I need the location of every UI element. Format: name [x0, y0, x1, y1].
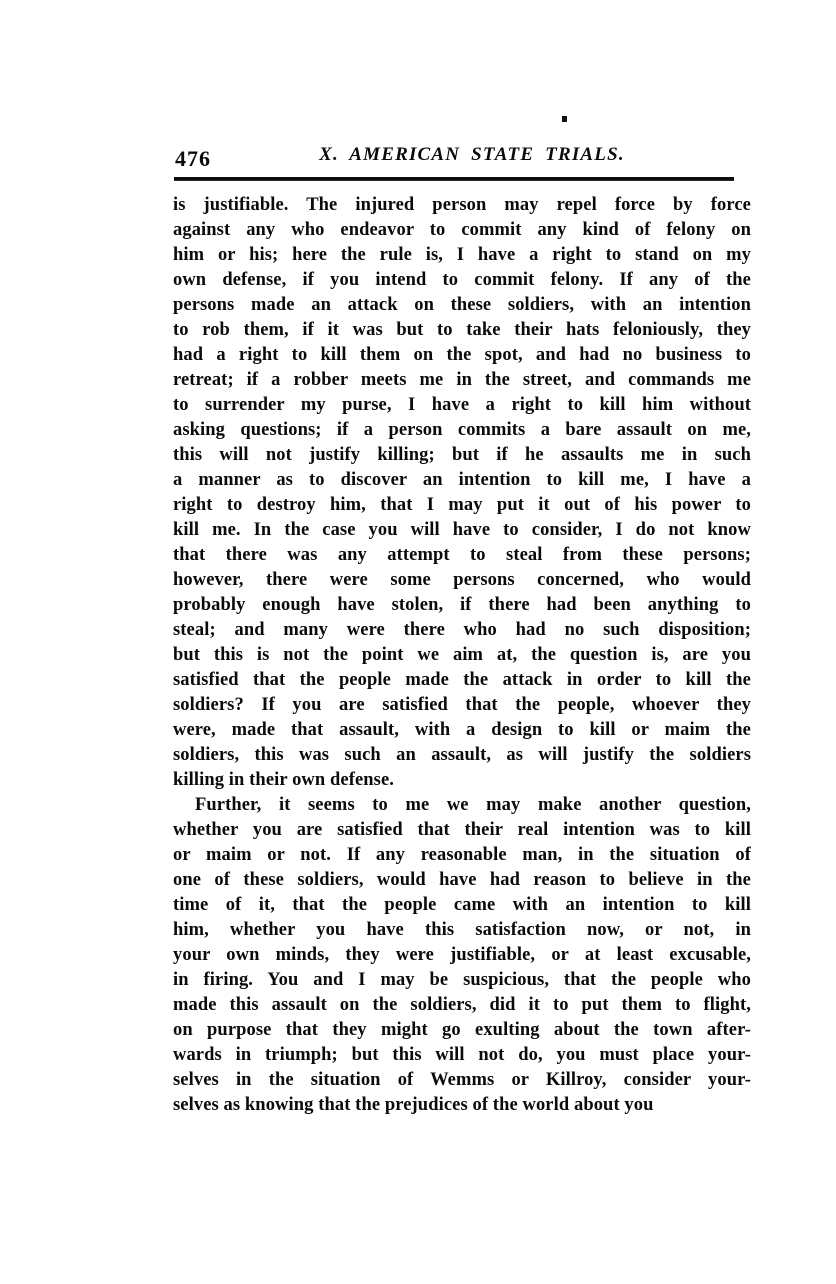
text-line: to surrender my purse, I have a right to kill him without — [173, 395, 751, 415]
body-text — [173, 193, 751, 1118]
text-line: against any who endeavor to commit any kind of felony on — [173, 220, 751, 240]
text-line: wards in triumph; but this will not do, you must place your- — [173, 1045, 751, 1065]
text-line: killing in their own defense. — [173, 770, 394, 790]
text-line: to rob them, if it was but to take their hats feloniously, they — [173, 320, 751, 340]
text-line: satisfied that the people made the attack in order to kill the — [173, 670, 751, 690]
text-line: persons made an attack on these soldiers, with an intention — [173, 295, 751, 315]
text-line: selves in the situation of Wemms or Killroy, consider your- — [173, 1070, 751, 1090]
text-line: your own minds, they were justifiable, or at least excusable, — [173, 945, 751, 965]
header-rule — [174, 177, 734, 181]
text-line: but this is not the point we aim at, the question is, are you — [173, 645, 751, 665]
text-line: a manner as to discover an intention to kill me, I have a — [173, 470, 751, 490]
text-line: made this assault on the soldiers, did it to put them to flight, — [173, 995, 751, 1015]
text-line: whether you are satisfied that their real intention was to kill — [173, 820, 751, 840]
page-number: 476 — [175, 146, 211, 171]
text-line: had a right to kill them on the spot, and had no business to — [173, 345, 751, 365]
ink-speck-artifact — [562, 116, 567, 122]
text-line: steal; and many were there who had no such disposition; — [173, 620, 751, 640]
text-line: him, whether you have this satisfaction now, or not, in — [173, 920, 751, 940]
text-line: time of it, that the people came with an intention to kill — [173, 895, 751, 915]
text-line: soldiers? If you are satisfied that the people, whoever they — [173, 695, 751, 715]
text-line: him or his; here the rule is, I have a right to stand on my — [173, 245, 751, 265]
text-line: were, made that assault, with a design to kill or maim the — [173, 720, 751, 740]
text-line: Further, it seems to me we may make another question, — [195, 795, 751, 815]
text-line: kill me. In the case you will have to consider, I do not know — [173, 520, 751, 540]
text-line: soldiers, this was such an assault, as will justify the soldiers — [173, 745, 751, 765]
text-line: probably enough have stolen, if there had been anything to — [173, 595, 751, 615]
text-line: asking questions; if a person commits a bare assault on me, — [173, 420, 751, 440]
text-line: one of these soldiers, would have had reason to believe in the — [173, 870, 751, 890]
text-line: that there was any attempt to steal from these persons; — [173, 545, 751, 565]
text-line: selves as knowing that the prejudices of the world about you — [173, 1095, 654, 1115]
running-header — [173, 144, 751, 174]
running-title: X. AMERICAN STATE TRIALS. — [319, 144, 625, 165]
text-line: own defense, if you intend to commit felony. If any of the — [173, 270, 751, 290]
text-line: is justifiable. The injured person may repel force by force — [173, 195, 751, 215]
text-line: this will not justify killing; but if he assaults me in such — [173, 445, 751, 465]
text-line: in firing. You and I may be suspicious, that the people who — [173, 970, 751, 990]
text-line: retreat; if a robber meets me in the street, and commands me — [173, 370, 751, 390]
text-line: however, there were some persons concerned, who would — [173, 570, 751, 590]
text-line: or maim or not. If any reasonable man, in the situation of — [173, 845, 751, 865]
text-line: right to destroy him, that I may put it out of his power to — [173, 495, 751, 515]
text-line: on purpose that they might go exulting about the town after- — [173, 1020, 751, 1040]
